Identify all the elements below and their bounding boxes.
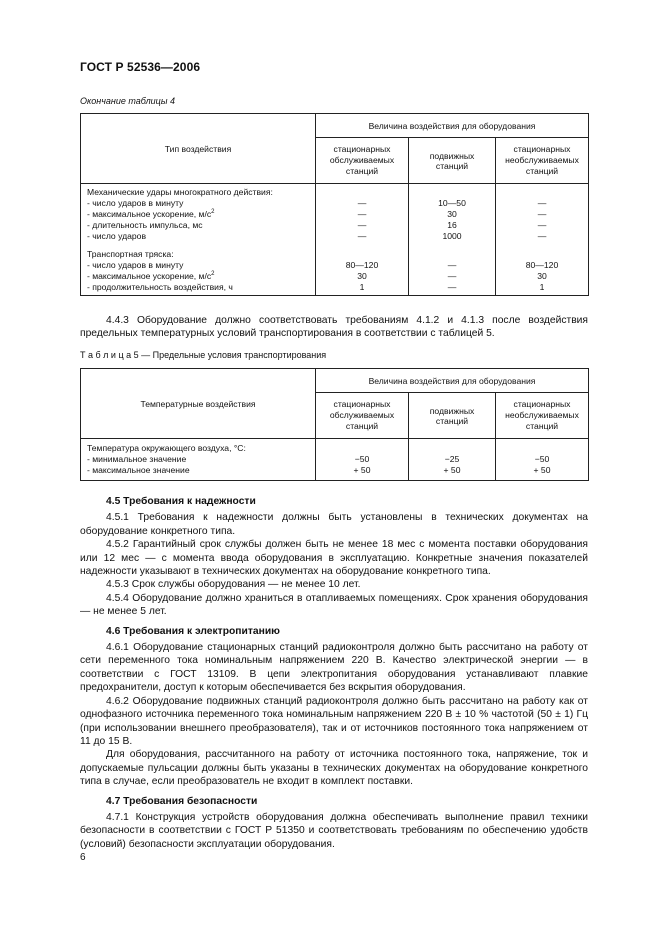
table4-group1-col2: 10—50 30 16 1000 <box>409 184 496 244</box>
table5-col-group: Величина воздействия для оборудования <box>316 369 589 393</box>
table4-col-main: Тип воздействия <box>81 114 316 184</box>
page-number: 6 <box>80 852 86 863</box>
table4-group1-label: Механические удары многократного действия: - число ударов в минуту - максимальное ускорение, $м/с^2$ - длительность импульса, мс - число ударов <box>81 184 316 244</box>
paragraph-4-6-1: 4.6.1 Оборудование стационарных станций радиоконтроля должно быть рассчитано на работу от сети переменного тока номинальным напряжением 220 В. Качество электрической энергии — в соответствии с ГОСТ 13109. В цепи электропитания оборудования устанавливают плавкие предохранители, доступ к которым обеспечивается без вскрытия оборудования. <box>80 642 588 694</box>
table4-group1-col3: — — — — <box>496 184 589 244</box>
table4-group2-col2: — — — <box>409 244 496 296</box>
table4-group2-col3: 80—120 30 1 <box>496 244 589 296</box>
paragraph-4-5-4: 4.5.4 Оборудование должно храниться в отапливаемых помещениях. Срок хранения оборудования — не менее 5 лет. <box>80 592 588 618</box>
table5-sub1: стационарных обслуживаемых станций <box>316 393 409 439</box>
table5-col2-values: −25 + 50 <box>409 439 496 481</box>
section-title-4-5: 4.5 Требования к надежности <box>106 496 256 507</box>
table5-caption: Т а б л и ц а 5 — Предельные условия транспортирования <box>80 350 327 360</box>
paragraph-4-5-3: 4.5.3 Срок службы оборудования — не менее 10 лет. <box>106 579 361 591</box>
section-title-4-6: 4.6 Требования к электропитанию <box>106 625 280 637</box>
paragraph-4-6-2: 4.6.2 Оборудование подвижных станций радиоконтроля должно быть рассчитано на работу как от однофазного источника переменного тока номинальным напряжением 220 В ± 10 % частотой (50 ± 1) Гц (при использовании внешнего преобразователя), так и от источников постоянного тока напряжением от 11 до 15 В. <box>80 695 588 747</box>
table5-sub3: стационарных необслуживаемых станций <box>496 393 589 439</box>
paragraph-4-4-3: 4.4.3 Оборудование должно соответствовать требованиям 4.1.2 и 4.1.3 после воздействия предельных температурных условий транспортирования в соответствии с таблицей 5. <box>80 315 588 340</box>
table-4 <box>80 113 589 296</box>
table5-col1-values: −50 + 50 <box>316 439 409 481</box>
table5-col-main: Температурные воздействия <box>81 369 316 439</box>
table4-sub1: стационарных обслуживаемых станций <box>316 138 409 184</box>
paragraph-4-5-1: 4.5.1 Требования к надежности должны быть установлены в технических документах на оборудование конкретного типа. <box>80 512 588 537</box>
table4-col-group: Величина воздействия для оборудования <box>316 114 589 138</box>
sections-text <box>80 495 588 851</box>
document-header: ГОСТ Р 52536—2006 <box>80 60 201 74</box>
section-title-4-7: 4.7 Требования безопасности <box>106 795 258 807</box>
paragraph-4-6-2-continued: Для оборудования, рассчитанного на работу от источника постоянного тока, напряжение, ток и допускаемые пульсации должны быть указаны в технических документах на оборудование конкретного типа в случае, если преобразователь не входит в комплект поставки. <box>80 749 588 788</box>
table4-caption: Окончание таблицы 4 <box>80 96 175 106</box>
table4-group2-col1: 80—120 30 1 <box>316 244 409 296</box>
table5-sub2: подвижных станций <box>409 393 496 439</box>
table4-group2-label: Транспортная тряска: - число ударов в минуту - максимальное ускорение, $м/с^2$ - продолжительность воздействия, ч <box>81 244 316 296</box>
table4-sub3: стационарных необслуживаемых станций <box>496 138 589 184</box>
table4-group1-col1: — — — — <box>316 184 409 244</box>
table5-col3-values: −50 + 50 <box>496 439 589 481</box>
table4-sub2: подвижных станций <box>409 138 496 184</box>
table5-row-label: Температура окружающего воздуха, °С: - минимальное значение - максимальное значение <box>81 439 316 481</box>
paragraph-4-5-2: 4.5.2 Гарантийный срок службы должен быть не менее 18 мес с момента поставки оборудования или 12 мес — с момента ввода оборудования в эксплуатацию. Конкретные значения показателей надежности указывают в технических документах на оборудование конкретного типа. <box>80 539 588 578</box>
paragraph-4-7-1: 4.7.1 Конструкция устройств оборудования должна обеспечивать выполнение правил техники безопасности в соответствии с ГОСТ Р 51350 и соответствовать требованиям по обеспечению удобств (условий) безопасности эксплуатации оборудования. <box>80 811 588 850</box>
table-5 <box>80 368 589 481</box>
